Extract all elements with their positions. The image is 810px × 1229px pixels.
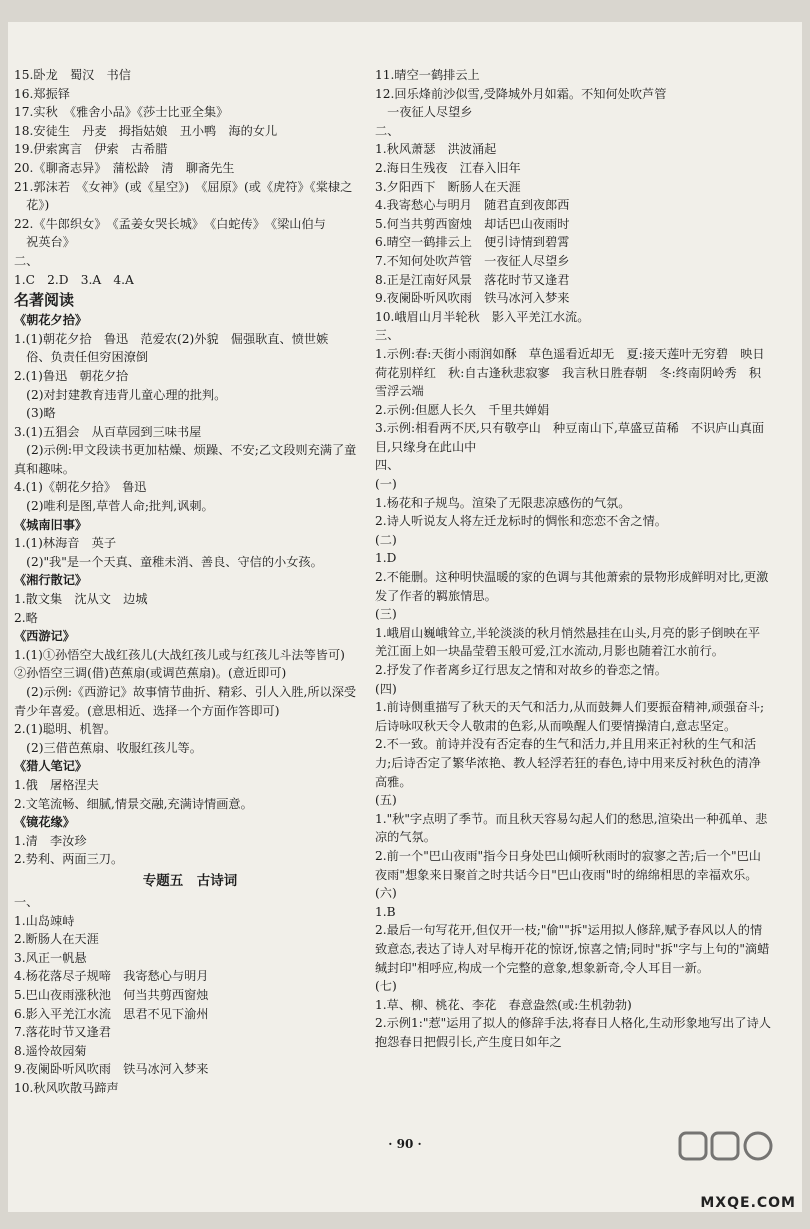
text-line: (二)	[375, 532, 397, 547]
text-line: 8.正是江南好风景 落花时节又逢君	[375, 272, 570, 287]
text-line: 三、	[375, 328, 400, 343]
text-line: 1.俄 屠格涅夫	[14, 777, 99, 792]
left-column	[14, 66, 366, 1097]
text-line: 1.山岛竦峙	[14, 913, 75, 928]
text-line: 3.示例:相看两不厌,只有敬亭山 种豆南山下,草盛豆苗稀 不识庐山真面目,只缘身在此山中	[375, 421, 765, 454]
text-line: 2.诗人听说友人将左迁龙标时的惆怅和恋恋不舍之情。	[375, 514, 667, 529]
text-line: (六)	[375, 886, 397, 901]
text-line: 二、	[14, 253, 39, 268]
text-line: (3)略	[14, 406, 56, 421]
text-line: 一夜征人尽望乡	[375, 105, 473, 120]
text-line: 1.D	[375, 551, 397, 566]
text-line: 2.抒发了作者离乡辽行思友之情和对故乡的眷恋之情。	[375, 663, 667, 677]
text-line: (2)"我"是一个天真、童稚未消、善良、守信的小女孩。	[14, 554, 323, 569]
text-line: 2.(1)聪明、机智。	[14, 722, 117, 737]
text-line: 19.伊索寓言 伊索 古希腊	[14, 142, 168, 157]
text-line: (七)	[375, 979, 397, 994]
text-line: 1.B	[375, 904, 396, 919]
text-line: 15.卧龙 蜀汉 书信	[14, 68, 131, 82]
text-line: (2)三借芭蕉扇、收服红孩儿等。	[14, 740, 202, 755]
text-line: (三)	[375, 607, 397, 622]
text-line: 《镜花缘》	[14, 815, 75, 830]
right-column	[375, 66, 771, 1051]
text-line: 2.示例:但愿人长久 千里共婵娟	[375, 402, 550, 417]
text-line: (2)示例:甲文段读书更加枯燥、烦躁、不安;乙文段则充满了童真和趣味。	[14, 443, 357, 476]
text-line: 《猎人笔记》	[14, 759, 88, 774]
text-line: 1.杨花和子规鸟。渲染了无限悲凉感伤的气氛。	[375, 495, 631, 510]
text-line: 3.(1)五猖会 从百草园到三味书屋	[14, 424, 202, 439]
text-line: 4.杨花落尽子规啼 我寄愁心与明月	[14, 969, 209, 984]
section-heading: 名著阅读	[14, 291, 75, 310]
text-line: 1."秋"字点明了季节。而且秋天容易勾起人们的愁思,渲染出一种孤单、悲凉的气氛。	[375, 811, 768, 845]
text-line: 17.实秋 《雅舍小品》《莎士比亚全集》	[14, 105, 229, 120]
text-line: 20.《聊斋志异》 蒲松龄 清 聊斋先生	[14, 160, 235, 175]
text-line: 一、	[14, 894, 39, 909]
text-line: 4.(1)《朝花夕拾》 鲁迅	[14, 480, 147, 495]
text-line: 3.风正一帆悬	[14, 950, 87, 965]
text-line: (2)唯利是图,草菅人命;批判,讽刺。	[14, 499, 214, 514]
text-line: 四、	[375, 458, 400, 473]
text-line: 5.何当共剪西窗烛 却话巴山夜雨时	[375, 216, 570, 231]
section-heading: 专题五 古诗词	[142, 872, 238, 889]
text-line: 1.秋风萧瑟 洪波涌起	[375, 142, 497, 157]
text-line: 6.影入平羌江水流 思君不见下渝州	[14, 1006, 209, 1021]
text-line: 11.晴空一鹤排云上	[375, 68, 480, 82]
text-line: (四)	[375, 681, 397, 696]
watermark-text: MXQE.COM	[700, 1195, 796, 1211]
text-line: 祝英台》	[14, 235, 75, 250]
text-line: 12.回乐烽前沙似雪,受降城外月如霜。不知何处吹芦管	[375, 86, 667, 101]
text-line: 7.落花时节又逢君	[14, 1025, 111, 1040]
text-line: 花》)	[14, 198, 50, 213]
text-line: 10.峨眉山月半轮秋 影入平羌江水流。	[375, 309, 590, 324]
text-line: 4.我寄愁心与明月 随君直到夜郎西	[375, 198, 570, 213]
text-line: 22.《牛郎织女》 《孟姜女哭长城》 《白蛇传》 《梁山伯与	[14, 216, 326, 231]
text-line: (2)示例:《西游记》故事情节曲折、精彩、引人入胜,所以深受青少年喜爱。(意思相近、选择一个方面作答即可)	[14, 685, 357, 718]
text-line: 2.前一个"巴山夜雨"指今日身处巴山倾听秋雨时的寂寥之苦;后一个"巴山夜雨"想象来日聚首之时共话今日"巴山夜雨"时的绵绵相思的幸福欢乐。	[375, 848, 761, 882]
text-line: 2.示例1:"惹"运用了拟人的修辞手法,将春日人格化,生动形象地写出了诗人抱怨春日把假引长,产生度日如年之	[375, 1016, 771, 1049]
text-line: (五)	[375, 793, 397, 808]
text-line: 18.安徒生 丹麦 拇指姑娘 丑小鸭 海的女儿	[14, 123, 278, 138]
text-line: 2.不能删。这种明快温暖的家的色调与其他萧索的景物形成鲜明对比,更激发了作者的羁旅情思。	[375, 570, 769, 603]
text-line: 2.断肠人在天涯	[14, 932, 99, 947]
text-line: 3.夕阳西下 断肠人在天涯	[375, 179, 521, 194]
watermark-logo-icon	[672, 1129, 792, 1189]
text-line: 2.海日生残夜 江春入旧年	[375, 160, 521, 175]
text-line: (2)对封建教育违背儿童心理的批判。	[14, 387, 227, 402]
text-line: 《城南旧事》	[14, 517, 88, 532]
text-line: 2.文笔流畅、细腻,情景交融,充满诗情画意。	[14, 796, 253, 811]
text-line: 1.草、柳、桃花、李花 春意盎然(或:生机勃勃)	[375, 997, 632, 1012]
text-line: 1.前诗侧重描写了秋天的天气和活力,从而鼓舞人们要振奋精神,顽强奋斗;后诗咏叹秋天令人敬肃的色彩,从而唤醒人们要情操清白,意志坚定。	[375, 700, 765, 733]
page-number: · 90 ·	[388, 1137, 422, 1151]
text-line: (一)	[375, 477, 397, 492]
text-line: 1.清 李汝珍	[14, 833, 87, 848]
text-line: 《朝花夕拾》	[14, 313, 88, 328]
text-line: 1.(1)林海音 英子	[14, 536, 117, 551]
text-line: 二、	[375, 123, 400, 138]
page-sheet	[8, 22, 802, 1212]
text-line: 2.(1)鲁迅 朝花夕拾	[14, 368, 129, 383]
text-line: 10.秋风吹散马蹄声	[14, 1080, 119, 1095]
text-line: 1.示例:春:天街小雨润如酥 草色遥看近却无 夏:接天莲叶无穷碧 映日荷花别样红 秋:自古逢秋悲寂寥 我言秋日胜春朝 冬:终南阴岭秀 积雪浮云端	[375, 346, 765, 399]
text-line: 《西游记》	[14, 629, 75, 644]
text-line: 9.夜阑卧听风吹雨 铁马冰河入梦来	[14, 1062, 209, 1077]
text-line: 1.(1)①孙悟空大战红孩儿(大战红孩儿或与红孩儿斗法等皆可) ②孙悟空三调(借)芭蕉扇(或调芭蕉扇)。(意近即可)	[14, 647, 358, 681]
text-line: 2.略	[14, 610, 38, 625]
text-line: 1.(1)朝花夕拾 鲁迅 范爱农(2)外貌 倔强耿直、愤世嫉	[14, 331, 329, 346]
text-line: 1.峨眉山巍峨耸立,半轮淡淡的秋月悄然悬挂在山头,月亮的影子倒映在平羌江面上如一块晶莹碧玉般可爱,江水流动,月影也随着江水前行。	[375, 625, 761, 659]
text-line: 9.夜阑卧听风吹雨 铁马冰河入梦来	[375, 291, 570, 306]
text-line: 16.郑振铎	[14, 86, 70, 101]
text-line: 21.郭沫若 《女神》(或《星空》) 《屈原》(或《虎符》《棠棣之	[14, 179, 353, 194]
text-line: 7.不知何处吹芦管 一夜征人尽望乡	[375, 253, 570, 268]
text-line: 2.不一致。前诗并没有否定春的生气和活力,并且用来正衬秋的生气和活力;后诗否定了繁华浓艳、教人轻浮若狂的春色,诗中用来反衬秋色的清净高雅。	[375, 737, 761, 789]
text-line: 5.巴山夜雨涨秋池 何当共剪西窗烛	[14, 987, 209, 1002]
text-line: 1.C 2.D 3.A 4.A	[14, 272, 134, 287]
text-line: 俗、负责任但穷困潦倒	[14, 350, 149, 365]
text-line: 《湘行散记》	[14, 573, 88, 588]
text-line: 2.最后一句写花开,但仅开一枝;"偷""拆"运用拟人修辞,赋予春风以人的情致意态,表达了诗人对早梅开花的惊讶,惊喜之情;同时"拆"字与上句的"滴蜡缄封印"相呼应,构成一个完整的意象,想象新奇,令人耳目一新。	[375, 923, 770, 975]
text-line: 6.晴空一鹤排云上 便引诗情到碧霄	[375, 235, 570, 250]
text-line: 2.势利、两面三刀。	[14, 852, 124, 867]
text-line: 8.遥怜故园菊	[14, 1043, 87, 1058]
text-line: 1.散文集 沈从文 边城	[14, 592, 148, 607]
